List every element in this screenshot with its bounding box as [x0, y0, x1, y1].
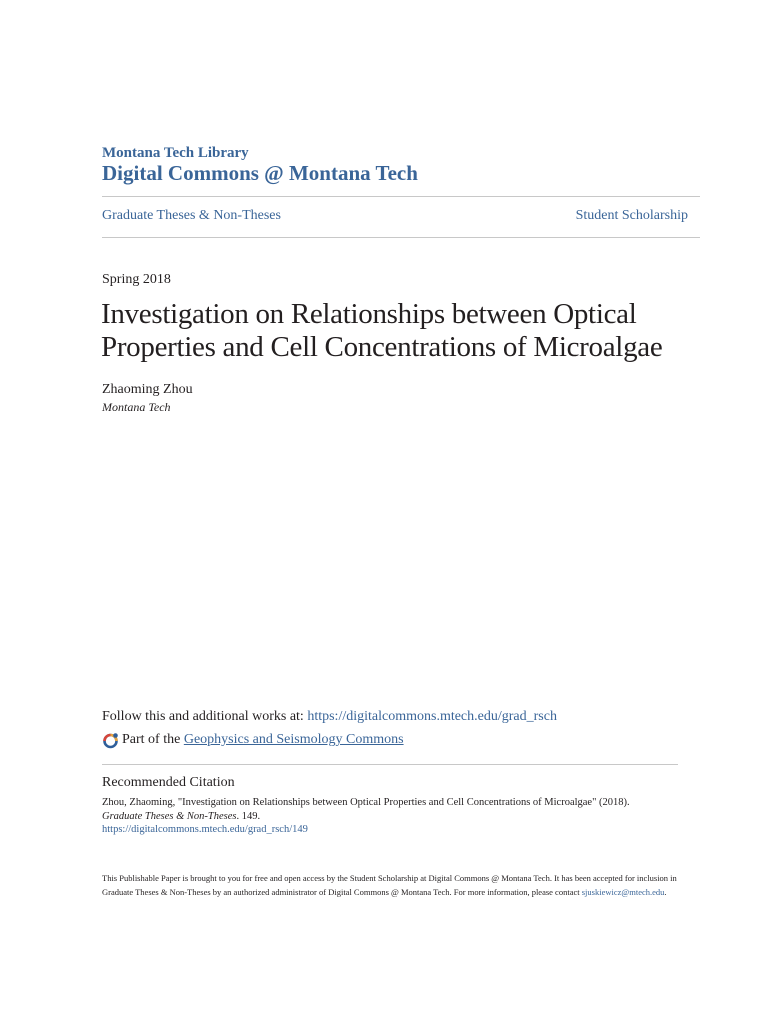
paper-title: Investigation on Relationships between Optical Properties and Cell Concentrations of Microalgae [101, 298, 663, 363]
notice-suffix: . [664, 886, 667, 897]
notice-text: This Publishable Paper is brought to you for free and open access by the Student Scholarship at Digital Commons @ Montana Tech. It has been accepted for inclusion in Graduate Theses & Non-Theses by an authorized administrator of Digital Commons @ Montana Tech. For more information, please contact [102, 873, 677, 897]
citation-body [102, 796, 682, 837]
citation-text: Zhou, Zhaoming, "Investigation on Relationships between Optical Properties and Cell Concentrations of Microalgae" (2018). [102, 797, 630, 808]
author-name: Zhaoming Zhou [102, 382, 193, 397]
part-of-label: Part of the [122, 732, 181, 747]
collection-url-link[interactable]: https://digitalcommons.mtech.edu/grad_rsch [307, 709, 557, 724]
citation-journal: Graduate Theses & Non-Theses [102, 810, 237, 822]
department-link[interactable]: Student Scholarship [575, 208, 688, 223]
citation-number: . 149. [236, 810, 261, 822]
collection-link[interactable]: Graduate Theses & Non-Theses [102, 208, 281, 223]
commons-link[interactable]: Geophysics and Seismology Commons [183, 732, 404, 747]
author-affiliation: Montana Tech [102, 400, 171, 414]
citation-heading: Recommended Citation [102, 775, 235, 790]
follow-line [102, 708, 557, 725]
citation-url-link[interactable]: https://digitalcommons.mtech.edu/grad_rsch/149 [102, 824, 308, 835]
publication-date: Spring 2018 [102, 272, 171, 287]
repository-name: Digital Commons @ Montana Tech [102, 161, 418, 185]
citation-journal-line [102, 810, 682, 824]
access-notice [102, 872, 677, 899]
part-of-line [102, 731, 404, 749]
citation-divider [102, 764, 678, 765]
contact-email-link[interactable]: sjuskiewicz@mtech.edu [581, 886, 665, 897]
library-name: Montana Tech Library [102, 145, 249, 161]
follow-label: Follow this and additional works at: [102, 709, 308, 724]
header-divider [102, 196, 700, 197]
nav-divider [102, 237, 700, 238]
network-icon [102, 732, 119, 749]
